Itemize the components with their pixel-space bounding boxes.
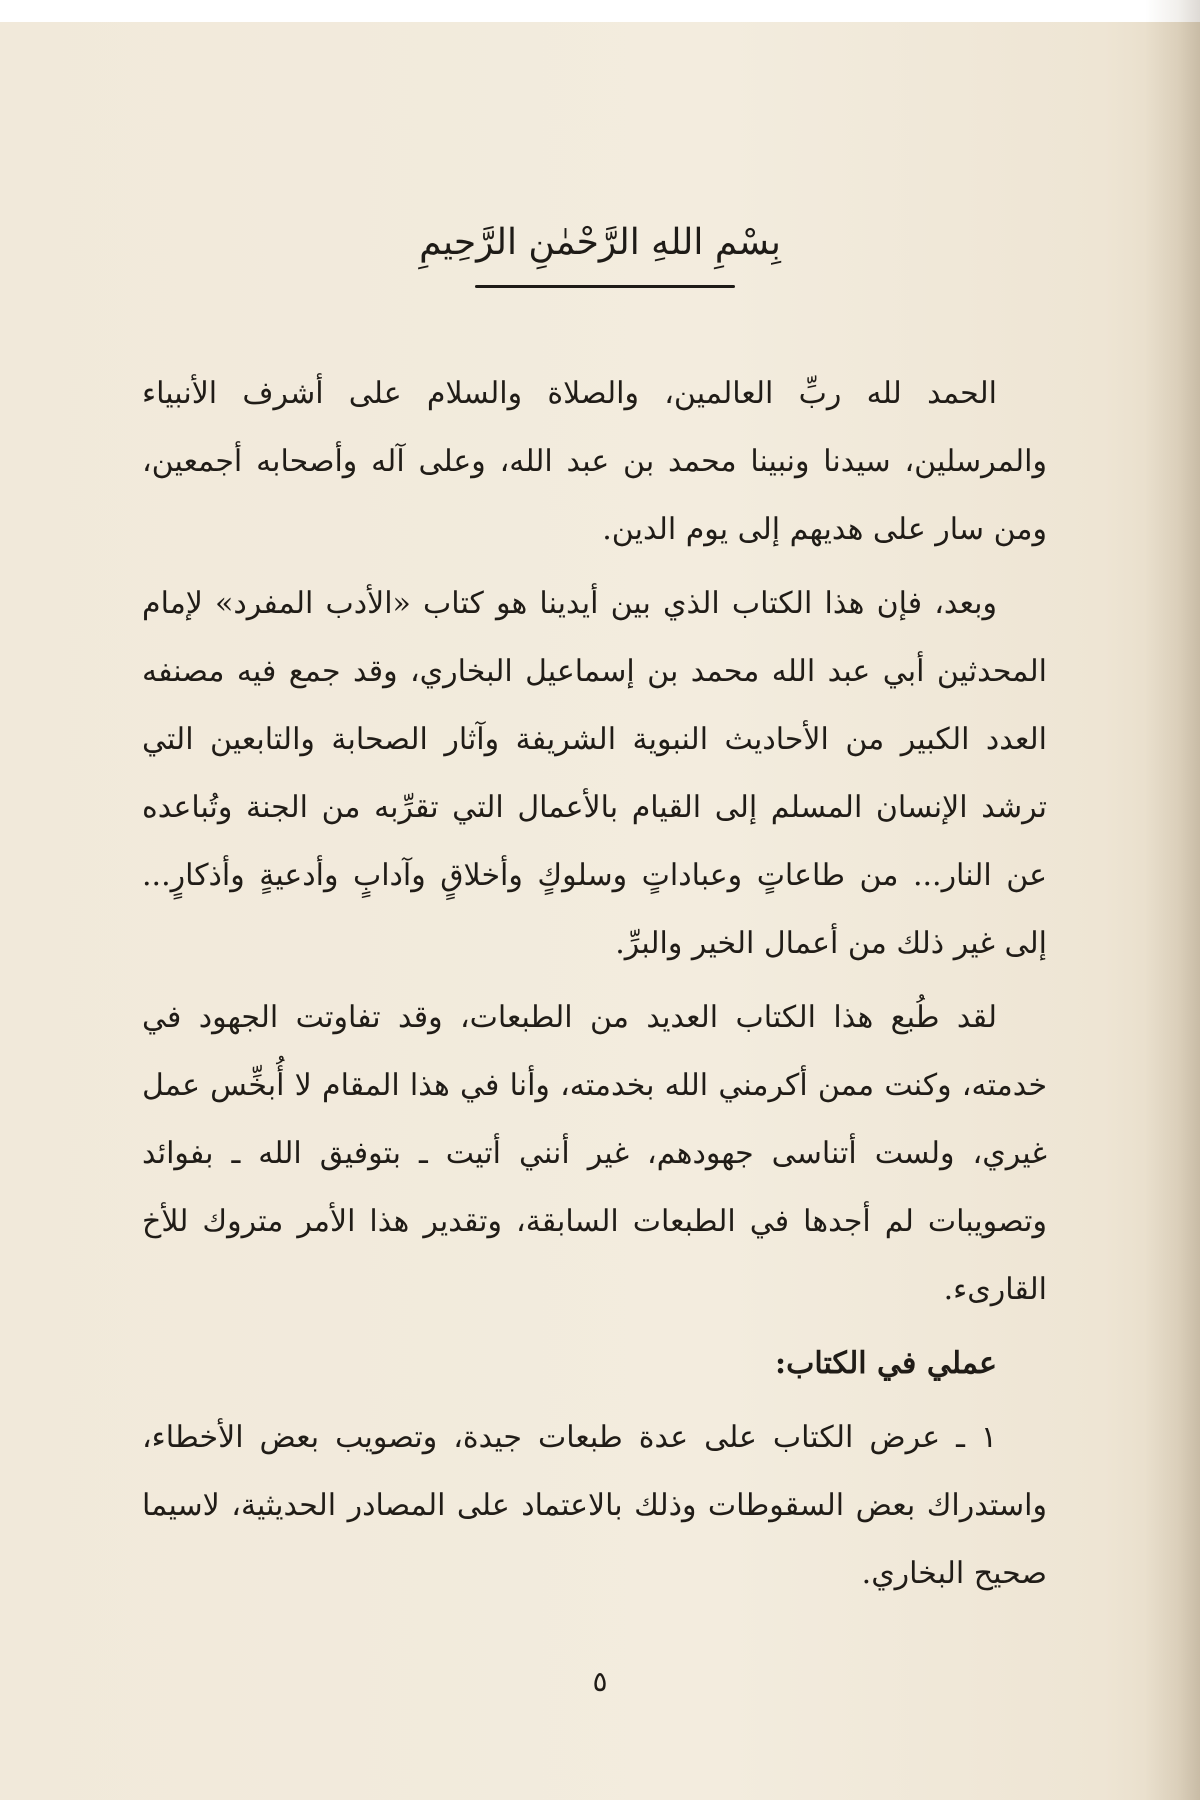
spine-shadow (1145, 0, 1200, 1800)
section-heading: عملي في الكتاب: (775, 1346, 997, 1381)
paragraph-opening: الحمد لله ربِّ العالمين، والصلاة والسلام على أشرف الأنبياء والمرسلين، سيدنا ونبينا محمد بن عبد الله، وعلى آله وأصحابه أجمعين، ومن سار على هديهم إلى يوم الدين. (142, 376, 1047, 547)
list-item: ١ ـ عرض الكتاب على عدة طبعات جيدة، وتصويب بعض الأخطاء، واستدراك بعض السقوطات وذلك بالاعتماد على المصادر الحديثية، لاسيما صحيح البخاري. (142, 1420, 1047, 1591)
page-number: ٥ (592, 1665, 608, 1698)
paragraph-editions: لقد طُبع هذا الكتاب العديد من الطبعات، وقد تفاوتت الجهود في خدمته، وكنت ممن أكرمني الله بخدمته، وأنا في هذا المقام لا أُبخِّس عمل غيري، ولست أتناسى جهودهم، غير أنني أتيت ـ بتوفيق الله ـ بفوائد وتصويبات لم أجدها في الطبعات السابقة، وتقدير هذا الأمر متروك للأخ القارىء. (142, 1000, 1047, 1307)
body-text (142, 360, 1047, 1614)
scan-top-margin (0, 0, 1200, 22)
basmala-flourish-line (475, 285, 735, 288)
basmala-text: بِسْمِ اللهِ الرَّحْمٰنِ الرَّحِيمِ (419, 222, 781, 263)
basmala-calligraphy (0, 222, 1200, 263)
paragraph-book-intro: وبعد، فإن هذا الكتاب الذي بين أيدينا هو كتاب «الأدب المفرد» لإمام المحدثين أبي عبد الله محمد بن إسماعيل البخاري، وقد جمع فيه مصنفه العدد الكبير من الأحاديث النبوية الشريفة وآثار الصحابة والتابعين التي ترشد الإنسان المسلم إلى القيام بالأعمال التي تقرِّبه من الجنة وتُباعده عن النار... من طاعاتٍ وعباداتٍ وسلوكٍ وأخلاقٍ وآدابٍ وأدعيةٍ وأذكارٍ... إلى غير ذلك من أعمال الخير والبرِّ. (142, 586, 1048, 961)
